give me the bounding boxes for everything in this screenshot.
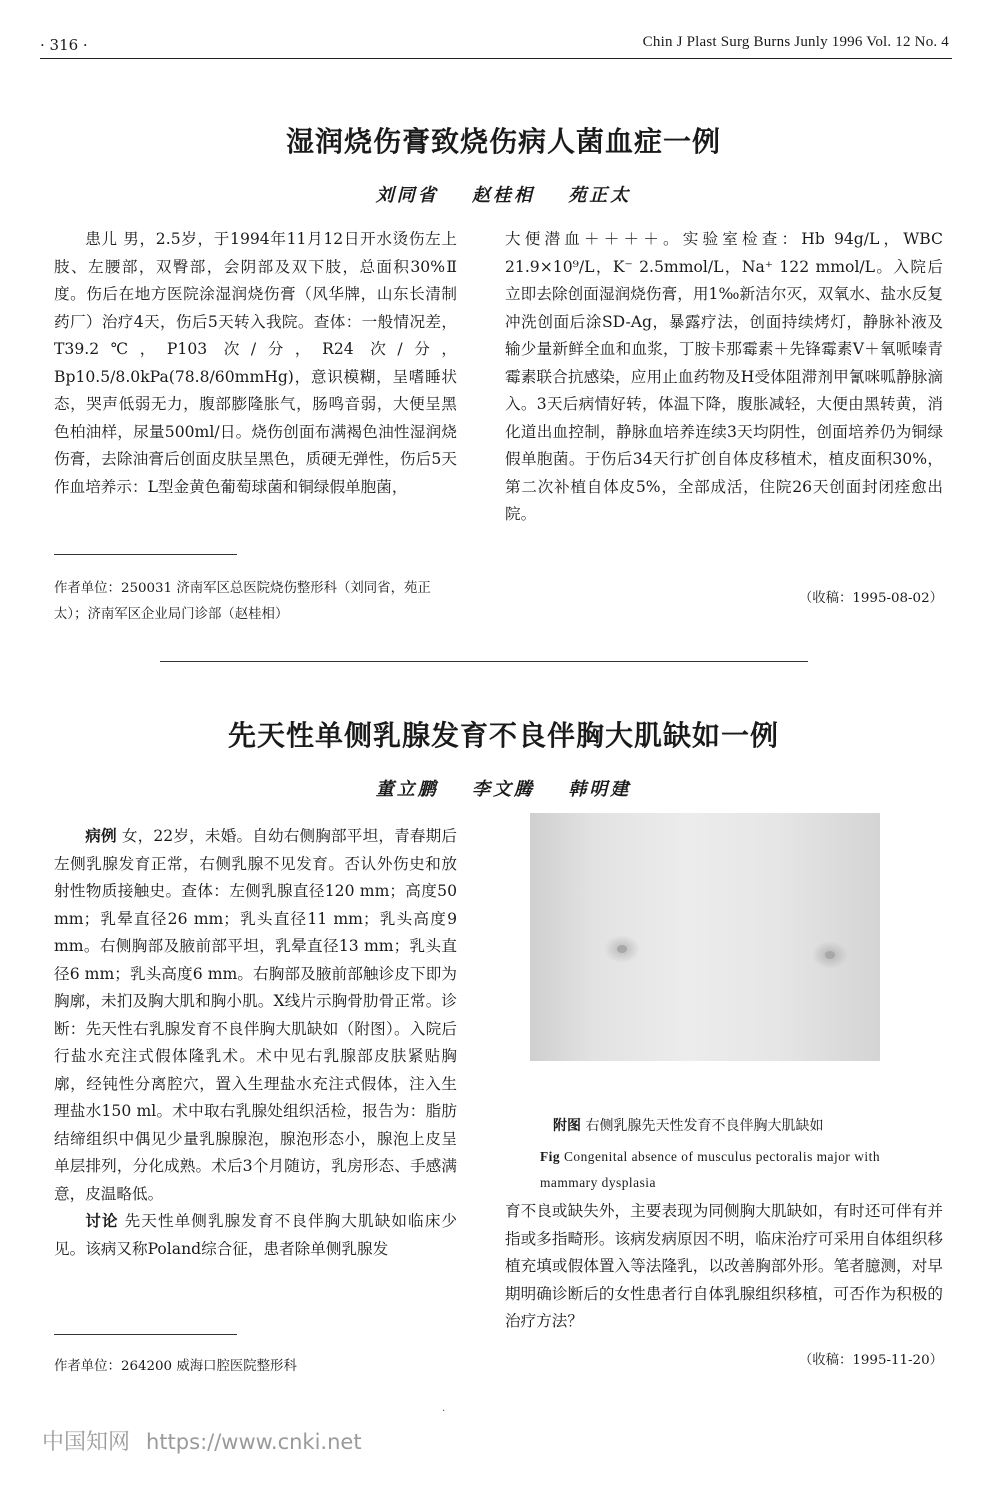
figure-photo — [530, 813, 880, 1061]
article1-received: （收稿：1995-08-02） — [798, 591, 943, 606]
page-dot: · — [442, 1406, 446, 1417]
case-label: 病例 — [85, 827, 117, 845]
article2-title: 先天性单侧乳腺发育不良伴胸大肌缺如一例 — [227, 719, 779, 752]
article1-left-text: 患儿 男，2.5岁，于1994年11月12日开水烫伤左上肢、左腰部，双臀部，会阴部及双下肢，总面积30%Ⅱ度。伤后在地方医院涂湿润烧伤膏（风华牌，山东长清制药厂）治疗4天，伤后5天转入我院。查体：一般情况差，T39.2℃，P103 次/分，R24 次/分，Bp10.5/8.0kPa(78.8/60mmHg)，意识模糊，呈嗜睡状态，哭声低弱无力，腹部膨隆胀气，肠鸣音弱，大便呈黑色柏油样，尿量500ml/日。烧伤创面布满褐色油性湿润烧伤膏，去除油膏后创面皮肤呈黑色，质硬无弹性，伤后5天作血培养示：L型金黄色葡萄球菌和铜绿假单胞菌， — [54, 230, 457, 496]
article2-authors: 董立鹏 李文腾 韩明建 — [375, 779, 632, 800]
figure-caption-zh — [553, 1115, 823, 1135]
watermark-brand: 中国知网 — [42, 1430, 131, 1455]
figure-label-en: Fig — [540, 1149, 561, 1164]
article2-received: （收稿：1995-11-20） — [798, 1353, 943, 1368]
figure-label-zh: 附图 — [553, 1118, 581, 1134]
article1-authors: 刘同省 赵桂相 苑正太 — [375, 185, 632, 206]
figure-caption-en-text: Congenital absence of musculus pectoralis major with mammary dysplasia — [540, 1149, 881, 1190]
case-text: 女，22岁，未婚。自幼右侧胸部平坦，青春期后左侧乳腺发育正常，右侧乳腺不见发育。否认外伤史和放射性物质接触史。查体：左侧乳腺直径120 mm；高度50 mm；乳晕直径26 mm；乳头直径11 mm；乳头高度9 mm。右侧胸部及腋前部平坦，乳晕直径13 mm；乳头直径6 mm；乳头高度6 mm。右胸部及腋前部触诊皮下即为胸廓，未扪及胸大肌和胸小肌。X线片示胸骨肋骨正常。诊断：先天性右乳腺发育不良伴胸大肌缺如（附图）。入院后行盐水充注式假体隆乳术。术中见右乳腺部皮肤紧贴胸廓，经钝性分离腔穴，置入生理盐水充注式假体，注入生理盐水150 ml。术中取右乳腺处组织活检，报告为：脂肪结缔组织中偶见少量乳腺腺泡，腺泡形态小，腺泡上皮呈单层排列，分化成熟。术后3个月随访，乳房形态、手感满意，皮温略低。 — [54, 827, 457, 1203]
article2-footnote: 作者单位：264200 威海口腔医院整形科 — [54, 1359, 297, 1374]
article-separator — [160, 661, 808, 662]
article1-right-text: 大便潜血＋＋＋＋。实验室检查：Hb 94g/L，WBC 21.9×10⁹/L，K⁻ 2.5mmol/L，Na⁺ 122 mmol/L。入院后立即去除创面湿润烧伤膏，用1‰新洁尔灭，双氧水、盐水反复冲洗创面后涂SD-Ag，暴露疗法，创面持续烤灯，静脉补液及输少量新鲜全血和血浆，丁胺卡那霉素＋先锋霉素Ⅴ＋氧哌嗪青霉素联合抗感染，应用止血药物及H受体阻滞剂甲氰咪呱静脉滴入。3天后病情好转，体温下降，腹胀减轻，大便由黑转黄，消化道出血控制，静脉血培养连续3天均阴性，创面培养仍为铜绿假单胞菌。于伤后34天行扩创自体皮移植术，植皮面积30%，第二次补植自体皮5%，全部成活，住院26天创面封闭痊愈出院。 — [505, 230, 943, 523]
header-rule — [40, 58, 952, 59]
discussion-label: 讨论 — [85, 1212, 119, 1230]
article1-left-column — [54, 226, 457, 501]
article2-right-text: 育不良或缺失外，主要表现为同侧胸大肌缺如，有时还可伴有并指或多指畸形。该病发病原因不明，临床治疗可采用自体组织移植充填或假体置入等法隆乳，以改善胸部外形。笔者臆测，对早期明确诊断后的女性患者行自体乳腺组织移植，可否作为积极的治疗方法？ — [505, 1202, 943, 1330]
cnki-watermark — [42, 1425, 362, 1456]
article2-left-column — [54, 823, 457, 1263]
figure-caption-zh-text: 右侧乳腺先天性发育不良伴胸大肌缺如 — [585, 1118, 824, 1134]
right-nipple-mark — [825, 951, 835, 959]
journal-header: Chin J Plast Surg Burns Junly 1996 Vol. 12 No. 4 — [642, 34, 949, 50]
article2-footnote-rule — [54, 1334, 237, 1335]
left-nipple-mark — [617, 945, 627, 953]
article1-right-column — [505, 226, 943, 529]
watermark-url: https://www.cnki.net — [146, 1430, 362, 1454]
article1-title: 湿润烧伤膏致烧伤病人菌血症一例 — [285, 125, 721, 158]
discussion-text: 先天性单侧乳腺发育不良伴胸大肌缺如临床少见。该病又称Poland综合征，患者除单侧乳腺发 — [54, 1212, 457, 1258]
article2-right-column — [505, 1198, 943, 1336]
figure-caption-en — [540, 1144, 900, 1196]
article2-case-paragraph — [54, 823, 457, 1208]
article1-footnote-rule — [54, 554, 237, 555]
article2-discussion-paragraph — [54, 1208, 457, 1263]
page-number: · 316 · — [40, 36, 88, 54]
article1-footnote: 作者单位：250031 济南军区总医院烧伤整形科（刘同省，苑正太）；济南军区企业局门诊部（赵桂相） — [54, 581, 431, 622]
